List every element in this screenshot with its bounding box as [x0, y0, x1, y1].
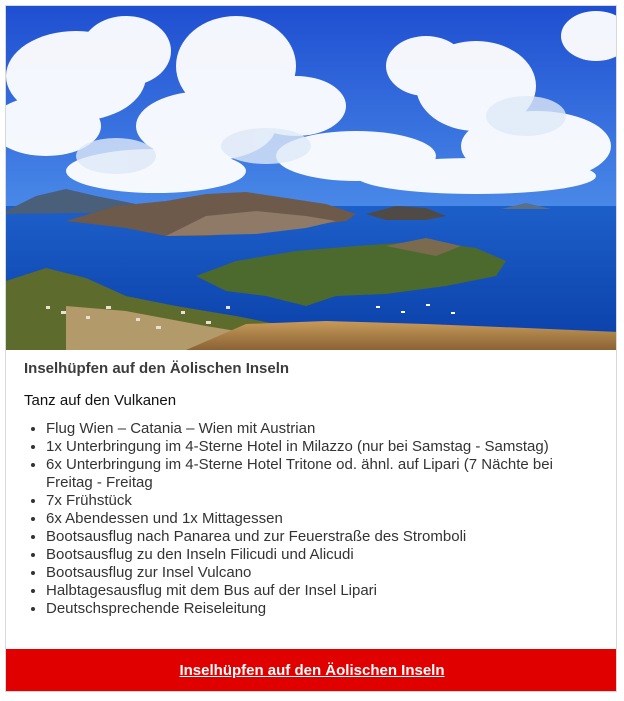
feature-item: • 6x Unterbringung im 4-Sterne Hotel Tritone od. ähnl. auf Lipari (7 Nächte bei Freitag - Freitag [46, 456, 600, 492]
offer-content [6, 350, 617, 618]
cta-link[interactable]: Inselhüpfen auf den Äolischen Inseln [179, 661, 445, 679]
cta-bar [6, 649, 617, 691]
feature-item: • Bootsausflug nach Panarea und zur Feuerstraße des Stromboli [46, 528, 600, 546]
feature-item: • Bootsausflug zu den Inseln Filicudi und Alicudi [46, 546, 600, 564]
hero-image [6, 6, 617, 350]
feature-item: • Deutschsprechende Reiseleitung [46, 600, 600, 618]
offer-card [5, 5, 617, 692]
offer-subtitle: Tanz auf den Vulkanen [24, 392, 177, 409]
feature-item: • Bootsausflug zur Insel Vulcano [46, 564, 600, 582]
feature-item: • 1x Unterbringung im 4-Sterne Hotel in Milazzo (nur bei Samstag - Samstag) [46, 438, 600, 456]
offer-title: Inselhüpfen auf den Äolischen Inseln [24, 360, 290, 377]
feature-item: • Flug Wien – Catania – Wien mit Austrian [46, 420, 600, 438]
feature-item: • 7x Frühstück [46, 492, 600, 510]
feature-list [24, 420, 600, 618]
feature-item: • Halbtagesausflug mit dem Bus auf der Insel Lipari [46, 582, 600, 600]
feature-item: • 6x Abendessen und 1x Mittagessen [46, 510, 600, 528]
